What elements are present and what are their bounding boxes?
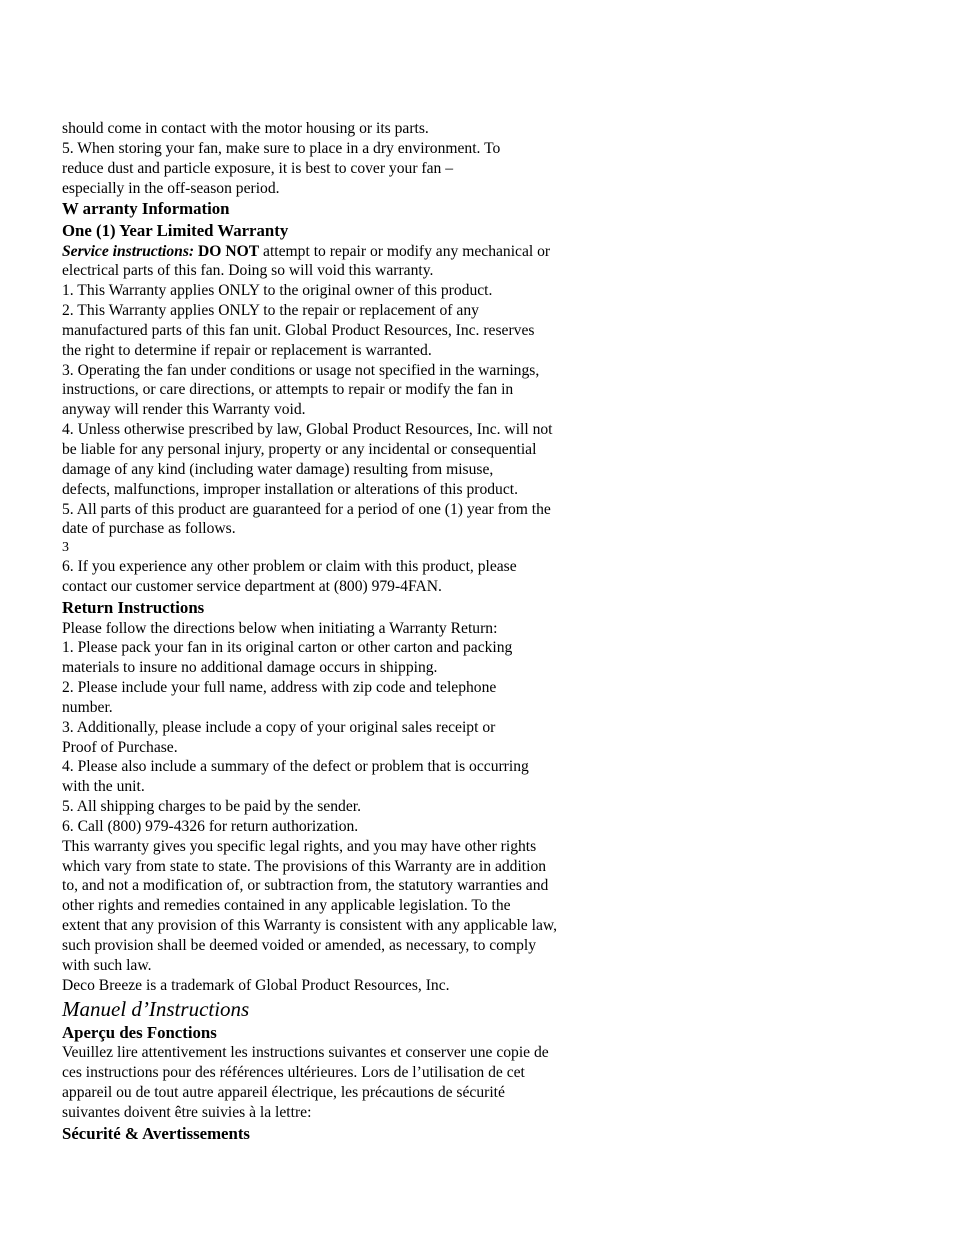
features-line: appareil ou de tout autre appareil électrique, les précautions de sécurité bbox=[62, 1083, 505, 1101]
intro-line: reduce dust and particle exposure, it is best to cover your fan – bbox=[62, 159, 454, 177]
warranty-heading: W arranty Information bbox=[62, 199, 230, 219]
warranty-line: instructions, or care directions, or attempts to repair or modify the fan in bbox=[62, 381, 514, 399]
service-instructions bbox=[62, 242, 622, 262]
return-line: materials to insure no additional damage occurs in shipping. bbox=[62, 659, 438, 677]
return-line: 6. Call (800) 979-4326 for return authorization. bbox=[62, 817, 359, 835]
manual-heading: Manuel d’Instructions bbox=[62, 996, 250, 1021]
features-line: Veuillez lire attentivement les instructions suivantes et conserver une copie de bbox=[62, 1044, 549, 1062]
warranty-line: 4. Unless otherwise prescribed by law, Global Product Resources, Inc. will not bbox=[62, 421, 553, 439]
page-number: 3 bbox=[62, 540, 69, 556]
return-line: 5. All shipping charges to be paid by the sender. bbox=[62, 798, 361, 816]
warranty-line: 3. Operating the fan under conditions or usage not specified in the warnings, bbox=[62, 361, 540, 379]
warranty-line: damage of any kind (including water damage) resulting from misuse, bbox=[62, 460, 494, 478]
return-line: such provision shall be deemed voided or amended, as necessary, to comply bbox=[62, 937, 537, 954]
warranty-line: be liable for any personal injury, property or any incidental or consequential bbox=[62, 441, 537, 458]
service-strong: DO NOT bbox=[198, 242, 260, 260]
intro-line: especially in the off-season period. bbox=[62, 179, 280, 197]
return-line: which vary from state to state. The provisions of this Warranty are in addition bbox=[62, 857, 547, 875]
return-heading: Return Instructions bbox=[62, 597, 205, 617]
return-line: with such law. bbox=[62, 956, 152, 974]
service-line: electrical parts of this fan. Doing so will void this warranty. bbox=[62, 262, 434, 280]
warranty-line: defects, malfunctions, improper installation or alterations of this product. bbox=[62, 480, 519, 498]
warranty-line: 5. All parts of this product are guaranteed for a period of one (1) year from the bbox=[62, 500, 551, 518]
warranty-line: 1. This Warranty applies ONLY to the original owner of this product. bbox=[62, 282, 493, 300]
return-line: 4. Please also include a summary of the defect or problem that is occurring bbox=[62, 758, 529, 776]
warranty-line: the right to determine if repair or replacement is warranted. bbox=[62, 341, 432, 359]
return-line: This warranty gives you specific legal rights, and you may have other rights bbox=[62, 837, 537, 855]
warranty-line: contact our customer service department at (800) 979-4FAN. bbox=[62, 578, 442, 596]
intro-line: 5. When storing your fan, make sure to place in a dry environment. To bbox=[62, 139, 501, 157]
return-line: 1. Please pack your fan in its original carton or other carton and packing bbox=[62, 639, 513, 657]
document-page bbox=[62, 119, 622, 1144]
return-line: Please follow the directions below when initiating a Warranty Return: bbox=[62, 619, 498, 637]
return-line: 2. Please include your full name, address with zip code and telephone bbox=[62, 679, 497, 697]
warranty-subheading: One (1) Year Limited Warranty bbox=[62, 220, 289, 240]
warranty-line: 2. This Warranty applies ONLY to the repair or replacement of any bbox=[62, 302, 479, 320]
features-line: suivantes doivent être suivies à la lettre: bbox=[62, 1103, 312, 1121]
intro-line: should come in contact with the motor housing or its parts. bbox=[62, 120, 429, 137]
features-heading: Aperçu des Fonctions bbox=[62, 1022, 217, 1042]
warranty-line: 6. If you experience any other problem or claim with this product, please bbox=[62, 558, 517, 576]
return-line: with the unit. bbox=[62, 778, 145, 796]
warranty-line: manufactured parts of this fan unit. Global Product Resources, Inc. reserves bbox=[62, 321, 535, 339]
safety-heading: Sécurité & Avertissements bbox=[62, 1123, 250, 1143]
warranty-line: anyway will render this Warranty void. bbox=[62, 401, 306, 419]
return-line: other rights and remedies contained in any applicable legislation. To the bbox=[62, 897, 511, 915]
service-rest: attempt to repair or modify any mechanical or bbox=[259, 242, 551, 260]
trademark-line: Deco Breeze is a trademark of Global Product Resources, Inc. bbox=[62, 976, 450, 994]
return-line: 3. Additionally, please include a copy of your original sales receipt or bbox=[62, 718, 496, 736]
return-line: number. bbox=[62, 698, 113, 716]
service-label: Service instructions: bbox=[62, 242, 195, 260]
warranty-line: date of purchase as follows. bbox=[62, 520, 236, 538]
return-line: to, and not a modification of, or subtraction from, the statutory warranties and bbox=[62, 877, 549, 895]
return-line: extent that any provision of this Warranty is consistent with any applicable law, bbox=[62, 917, 558, 935]
features-line: ces instructions pour des références ultérieures. Lors de l’utilisation de cet bbox=[62, 1063, 525, 1081]
return-line: Proof of Purchase. bbox=[62, 738, 178, 756]
